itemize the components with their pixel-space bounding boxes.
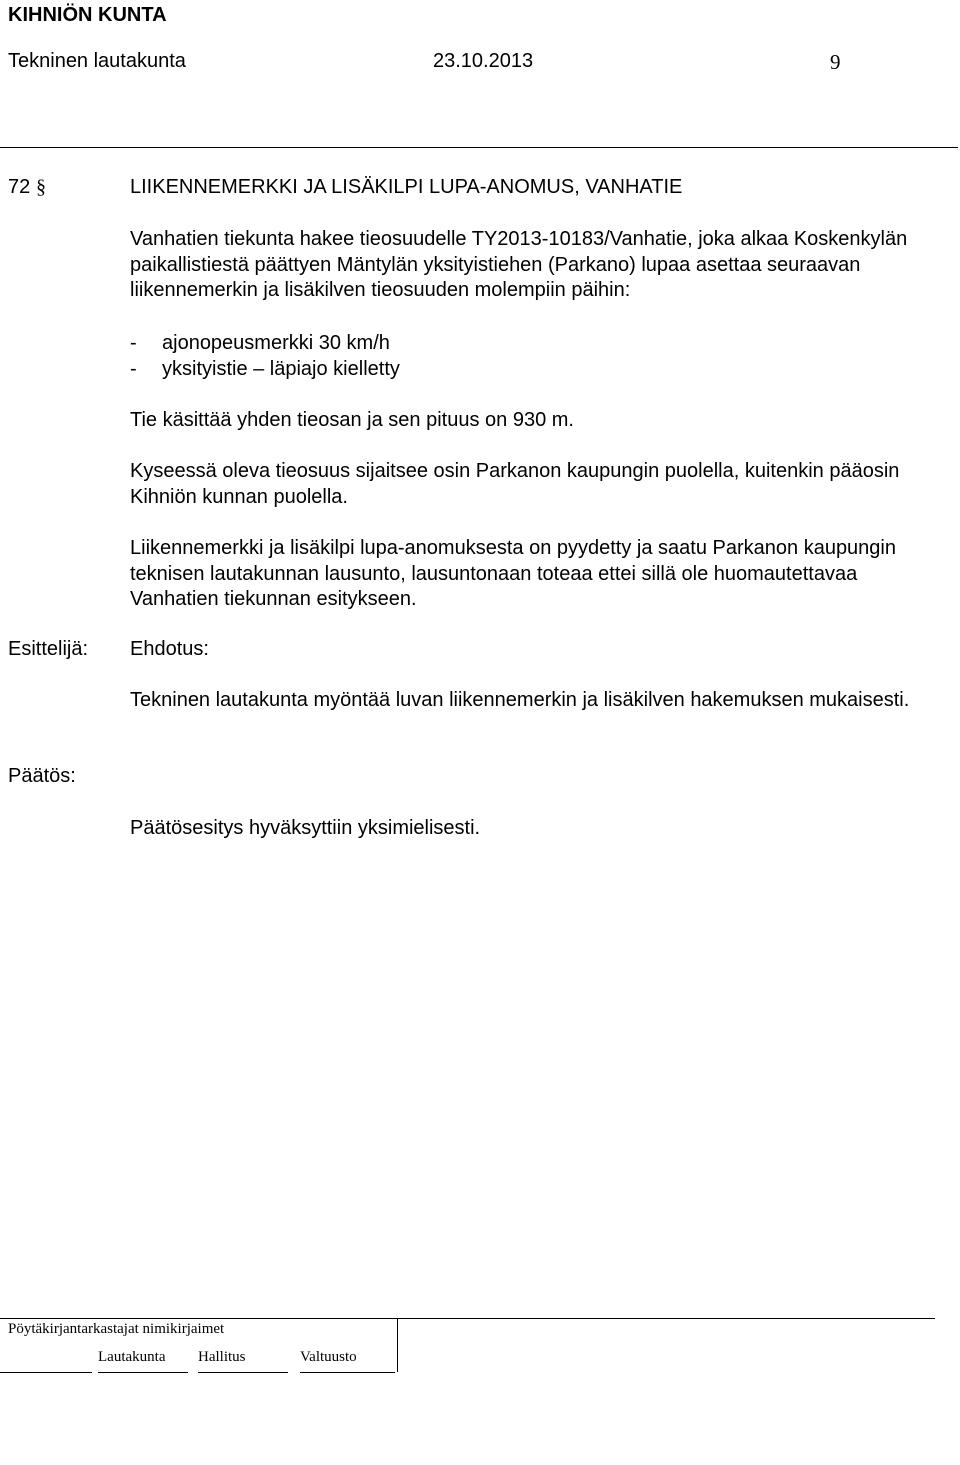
board-name: Tekninen lautakunta: [8, 50, 186, 72]
paragraph-sign: §: [36, 176, 46, 198]
decision-label: Päätös:: [8, 765, 76, 787]
list-item: [130, 331, 920, 357]
paragraph-location: Kyseessä oleva tieosuus sijaitsee osin Parkanon kaupungin puolella, kuitenkin pääosin Kihniön kunnan puolella.: [130, 460, 900, 508]
footer-label-lautakunta: Lautakunta: [98, 1349, 166, 1365]
list-item-text: yksityistie – läpiajo kielletty: [162, 358, 400, 380]
meeting-date: 23.10.2013: [433, 50, 534, 72]
footer-label-valtuusto: Valtuusto: [300, 1349, 357, 1365]
decision-text: Päätösesitys hyväksyttiin yksimielisesti.: [130, 817, 481, 839]
organization-name: KIHNIÖN KUNTA: [8, 4, 167, 26]
section-title: LIIKENNEMERKKI JA LISÄKILPI LUPA-ANOMUS, VANHATIE: [130, 176, 683, 198]
footer-label-hallitus: Hallitus: [198, 1349, 246, 1365]
signature-line: [300, 1372, 395, 1373]
header-divider: [0, 147, 958, 148]
paragraph-statement: Liikennemerkki ja lisäkilpi lupa-anomuksesta on pyydetty ja saatu Parkanon kaupungin teknisen lautakunnan lausunto, lausuntonaan toteaa ettei sillä ole huomautettavaa Vanhatien tiekunnan esitykseen.: [130, 537, 896, 610]
list-item: [130, 357, 920, 383]
page-number: 9: [830, 50, 841, 74]
list-item-text: ajonopeusmerkki 30 km/h: [162, 332, 390, 354]
signature-line: [198, 1372, 288, 1373]
footer-vertical-rule: [397, 1318, 398, 1372]
list-dash: -: [130, 332, 137, 354]
presenter-label: Esittelijä:: [8, 638, 89, 660]
footer-top-rule: [0, 1318, 935, 1319]
signature-line: [0, 1372, 92, 1373]
signature-line: [98, 1372, 188, 1373]
list-dash: -: [130, 358, 137, 380]
footer-title: Pöytäkirjantarkastajat nimikirjaimet: [8, 1321, 225, 1337]
proposal-label: Ehdotus:: [130, 638, 209, 660]
paragraph-application: Vanhatien tiekunta hakee tieosuudelle TY2013-10183/Vanhatie, joka alkaa Koskenkylän paikallistiestä päättyen Mäntylän yksityistiehen (Parkano) lupaa asettaa seuraavan liikennemerkin ja lisäkilven tieosuuden molempiin päihin:: [130, 228, 908, 301]
proposal-text: Tekninen lautakunta myöntää luvan liikennemerkin ja lisäkilven hakemuksen mukaisesti.: [130, 689, 910, 711]
paragraph-road-length: Tie käsittää yhden tieosan ja sen pituus on 930 m.: [130, 409, 574, 431]
section-number: 72: [8, 176, 31, 198]
